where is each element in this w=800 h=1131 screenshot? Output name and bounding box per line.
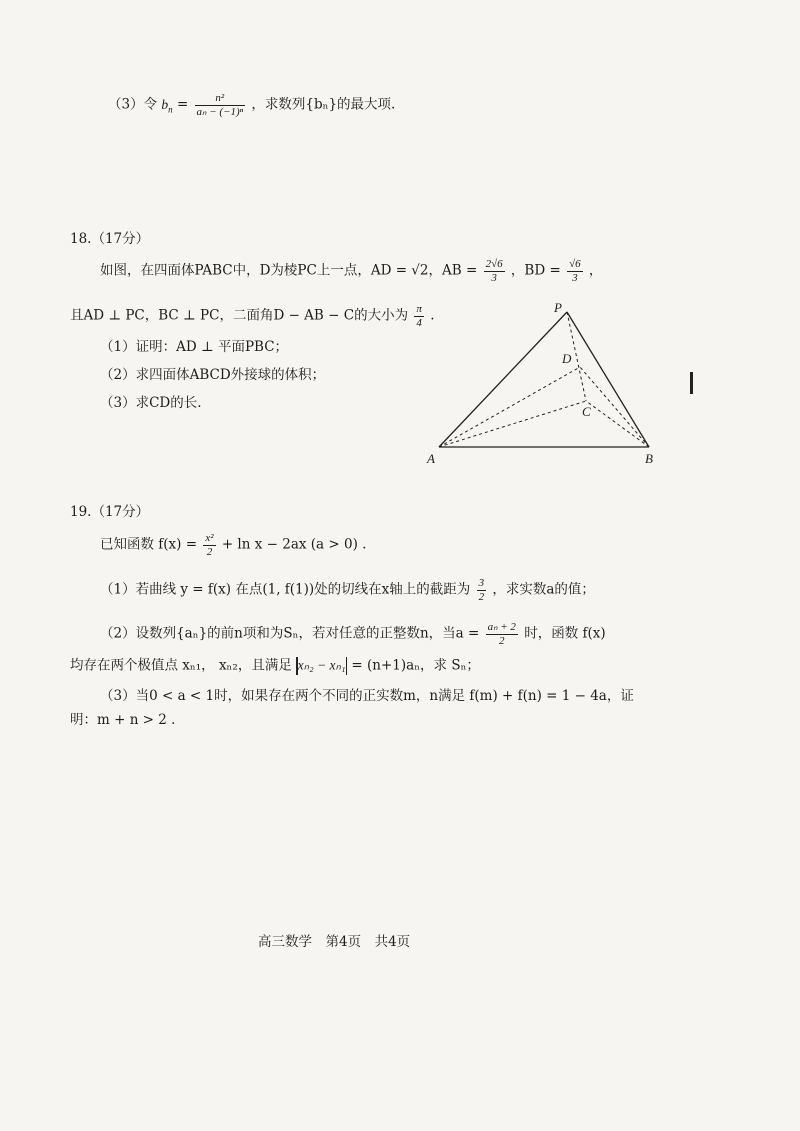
q19-part1 [100, 577, 595, 603]
q18-header: 18.（17分） [70, 231, 150, 247]
q19-func-a: 已知函数 f(x) = [100, 536, 198, 553]
q19-part3-line2: 明：m + n > 2 . [70, 712, 176, 728]
label-B: B [645, 451, 653, 466]
q18-intro-c: ， [588, 262, 603, 279]
q18-condition [70, 303, 434, 329]
q19-func-b: + ln x − 2ax (a > 0) . [221, 536, 367, 553]
q19-p2-num: aₙ + 2 [487, 621, 516, 633]
q19-p1-a: （1）若曲线 y = f(x) 在点(1, f(1))处的切线在x轴上的截距为 [100, 581, 471, 598]
q18-bd-den: 3 [572, 271, 578, 284]
edge-PB [567, 312, 649, 447]
q18-part2: （2）求四面体ABCD外接球的体积； [100, 367, 326, 383]
q19-part2-line1 [100, 621, 606, 647]
q19-p1-num: 3 [478, 577, 485, 589]
q19-p2-fraction [486, 621, 518, 647]
q18-intro-b: ，BD = [510, 262, 561, 279]
q17-bn-fraction [195, 92, 246, 118]
q18-cond-b: . [430, 307, 435, 324]
q17-part3-prefix: （3）令 [108, 96, 158, 113]
q17-bn-den: aₙ − (−1)ⁿ [196, 105, 244, 118]
q19-func-den: 2 [206, 545, 213, 558]
tetrahedron-figure [420, 295, 670, 470]
edge-BC [586, 401, 649, 447]
q18-cond-a: 且AD ⊥ PC，BC ⊥ PC，二面角D − AB − C的大小为 [70, 307, 409, 324]
abs-bar-right [346, 657, 348, 675]
q19-p1-den: 2 [478, 590, 485, 603]
q19-p2-a: （2）设数列{aₙ}的前n项和为Sₙ，若对任意的正整数n，当a = [100, 625, 480, 642]
page-footer: 高三数学 第4页 共4页 [258, 934, 411, 950]
q19-func-fraction [203, 532, 215, 558]
q18-part3: （3）求CD的长. [100, 395, 202, 411]
label-A: A [427, 451, 435, 466]
q18-ab-num: 2√6 [485, 258, 503, 270]
label-P: P [554, 300, 562, 315]
q19-p2-line2-a: 均存在两个极值点 xₙ₁， xₙ₂，且满足 [70, 657, 292, 674]
q18-intro [100, 258, 602, 284]
q17-bn-num: n² [195, 92, 246, 106]
q19-p1-b: ，求实数a的值； [492, 581, 595, 598]
q18-angle-den: 4 [416, 316, 422, 329]
q19-part2-line2 [70, 657, 480, 675]
margin-mark [690, 372, 693, 394]
q18-ab-fraction [484, 258, 505, 284]
q19-p2-line2-b: = (n+1)aₙ，求 Sₙ； [351, 657, 480, 674]
q18-angle-num: π [416, 303, 422, 315]
q17-part3 [108, 92, 395, 118]
label-C: C [582, 404, 591, 419]
q19-part3-line1: （3）当0 < a < 1时，如果存在两个不同的正实数m，n满足 f(m) + f(n) = 1 − 4a，证 [100, 688, 634, 704]
q19-func-num: x² [205, 532, 214, 544]
q19-function [100, 532, 366, 558]
q18-bd-num: √6 [569, 258, 581, 270]
q18-bd-fraction [567, 258, 583, 284]
q19-p2-b: 时，函数 f(x) [524, 625, 606, 642]
q17-bn-lhs: $b_n$ [161, 96, 173, 115]
q18-ab-den: 3 [491, 271, 497, 284]
edge-AD [439, 367, 580, 447]
q17-bn-eq: = [176, 96, 189, 113]
q18-intro-a: 如图，在四面体PABC中，D为棱PC上一点，AD = √2，AB = [100, 262, 478, 279]
q19-p2-den: 2 [499, 634, 505, 647]
label-D: D [562, 351, 572, 366]
q19-p2-abs: xₙ₂ − xₙ₁ [297, 657, 346, 673]
q17-part3-suffix: ，求数列{bₙ}的最大项. [251, 96, 396, 113]
q18-part1: （1）证明：AD ⊥ 平面PBC； [100, 339, 289, 355]
q19-header: 19.（17分） [70, 504, 150, 520]
q19-p1-fraction [477, 577, 487, 603]
